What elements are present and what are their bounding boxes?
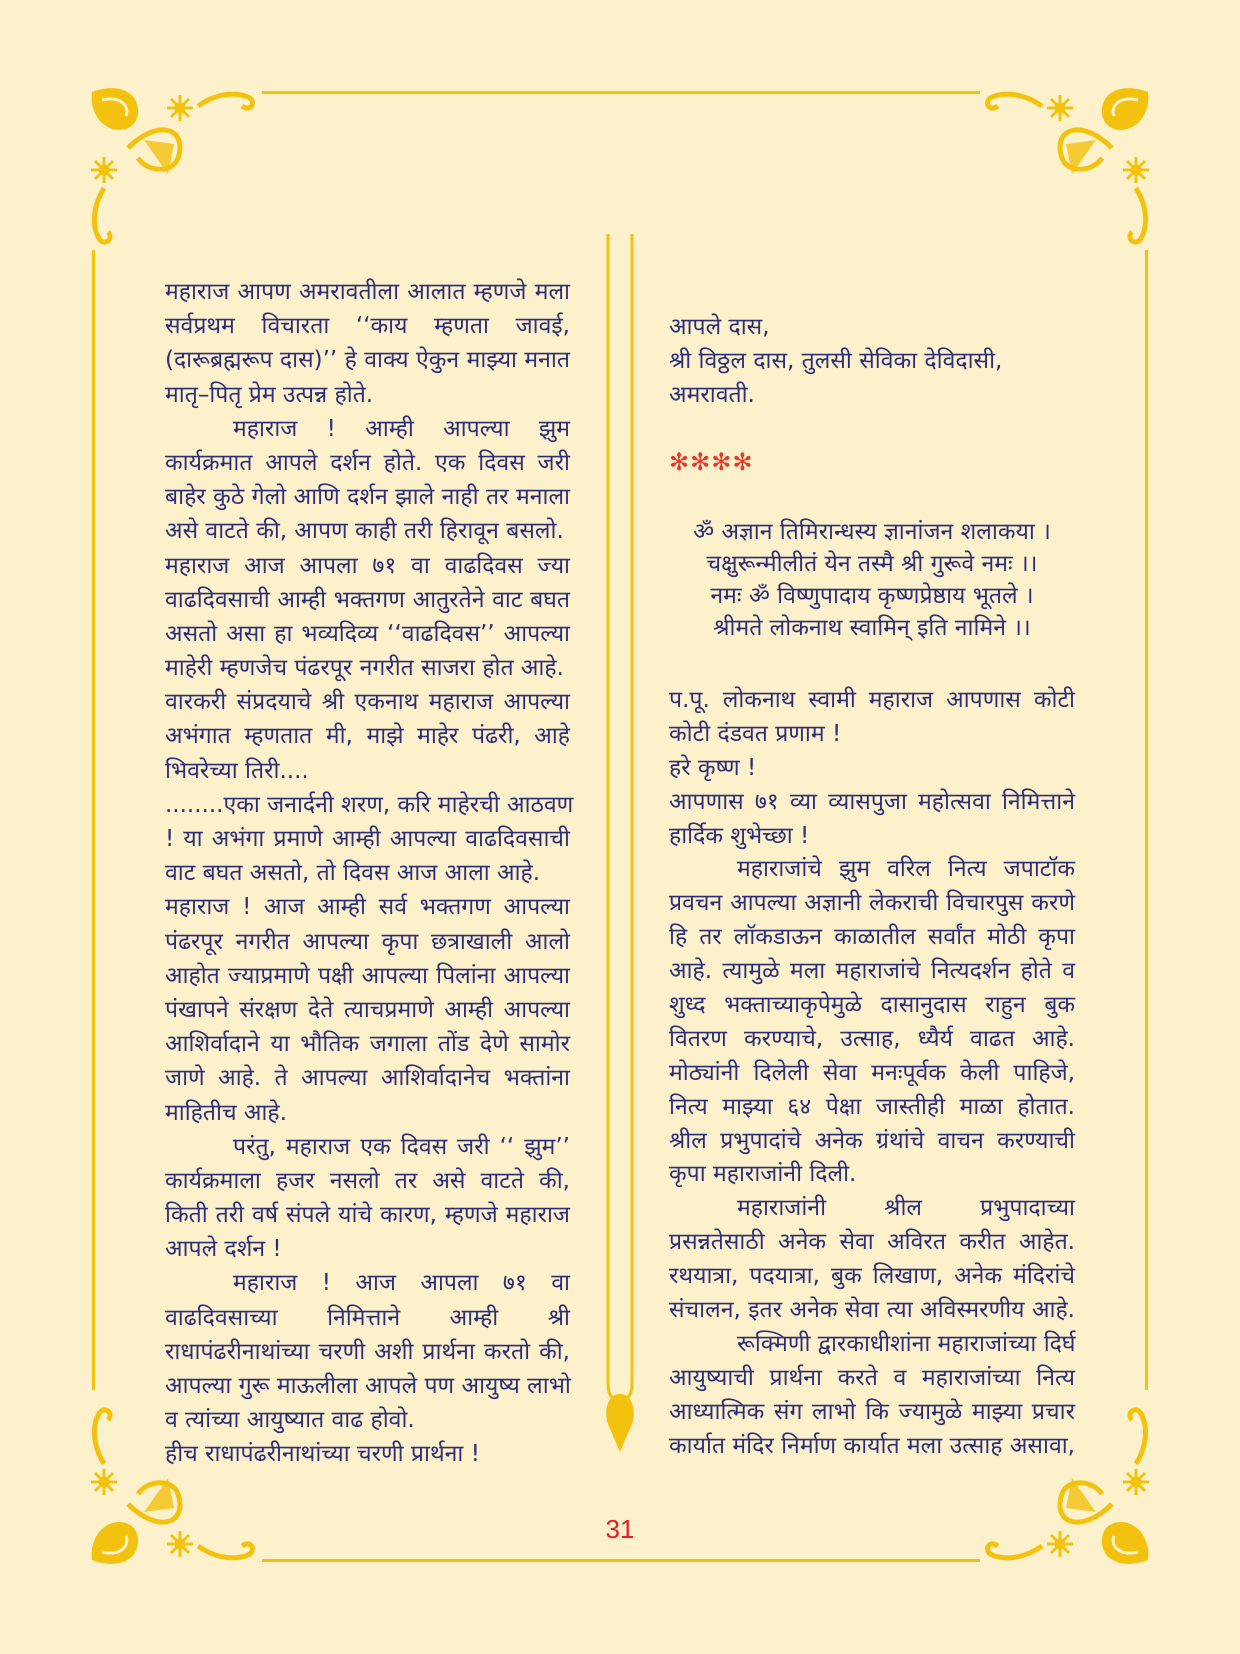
text-line: महाराज ! आज आपला ७१ वा bbox=[233, 1270, 570, 1297]
column-divider bbox=[600, 234, 640, 1454]
text-line: पंखापने संरक्षण देते त्याचप्रमाणे आम्ही आपल्या bbox=[165, 996, 570, 1023]
text-line: भिवरेच्या तिरी.... bbox=[165, 757, 309, 784]
text-line: मोठ्यांनी दिलेली सेवा मनःपूर्वक केली पाहिजे, bbox=[669, 1059, 1075, 1086]
text-line: आहोत ज्याप्रमाणे पक्षी आपल्या पिलांना आपल्या bbox=[165, 962, 570, 989]
text-line: आध्यात्मिक संग लाभो कि ज्यामुळे माझ्या प्रचार bbox=[669, 1398, 1075, 1425]
text-line: माहेरी म्हणजेच पंढरपूर नगरीत साजरा होत आहे. bbox=[165, 655, 564, 682]
left-column bbox=[165, 275, 574, 1472]
text-line: संचालन, इतर अनेक सेवा त्या अविस्मरणीय आहे. bbox=[669, 1297, 1075, 1324]
text-line: हीच राधापंढरीनाथांच्या चरणी प्रार्थना ! bbox=[165, 1441, 480, 1468]
text-line: ! या अभंगा प्रमाणे आम्ही आपल्या वाढदिवसाची bbox=[165, 826, 570, 852]
text-line: व त्यांच्या आयुष्यात वाढ होवो. bbox=[165, 1407, 415, 1434]
text-line: अमरावती. bbox=[669, 382, 755, 409]
text-line: महाराज ! आज आम्ही सर्व भक्तगण आपल्या bbox=[165, 894, 570, 921]
text-line: महाराज ! आम्ही आपल्या झुम bbox=[233, 415, 570, 442]
text-line: चक्षुरून्मीलीतं येन तस्मै श्री गुरूवे नमः ।। bbox=[706, 551, 1038, 577]
text-line: असे वाटते की, आपण काही तरी हिरावून बसलो. bbox=[165, 518, 564, 545]
text-line: श्री विठ्ठल दास, तुलसी सेविका देविदासी, bbox=[669, 348, 1003, 375]
text-line: वितरण करण्याचे, उत्साह, ध्यैर्य वाढत आहे. bbox=[669, 1025, 1075, 1052]
corner-ornament-top-left bbox=[78, 78, 258, 248]
separator-stars: ✻✻✻✻ bbox=[669, 448, 754, 476]
text-line: सर्वप्रथम विचारता ‘‘काय म्हणता जावई, bbox=[165, 313, 570, 340]
text-line: मातृ–पितृ प्रेम उत्पन्न होते. bbox=[165, 381, 374, 408]
text-line: वारकरी संप्रदयाचे श्री एकनाथ महाराज आपल्या bbox=[165, 689, 570, 716]
shloka-block bbox=[669, 515, 1075, 643]
border-bottom bbox=[262, 1559, 980, 1562]
text-line: बाहेर कुठे गेलो आणि दर्शन झाले नाही तर मनाला bbox=[165, 484, 570, 511]
text-line: श्रीमते लोकनाथ स्वामिन् इति नामिने ।। bbox=[713, 615, 1031, 641]
text-line: ॐ अज्ञान तिमिरान्धस्य ज्ञानांजन शलाकया । bbox=[693, 519, 1051, 545]
text-line: कार्यात मंदिर निर्माण कार्यात मला उत्साह असावा, bbox=[669, 1432, 1075, 1459]
text-line: कृपा महाराजांनी दिली. bbox=[669, 1161, 857, 1188]
text-line: महाराज आज आपला ७१ वा वाढदिवस ज्या bbox=[165, 552, 570, 579]
text-line: असतो असा हा भव्यदिव्य ‘‘वाढदिवस’’ आपल्या bbox=[165, 620, 570, 647]
text-line: अभंगात म्हणतात मी, माझे माहेर पंढरी, आहे bbox=[165, 723, 570, 750]
text-line: किती तरी वर्ष संपले यांचे कारण, म्हणजे महाराज bbox=[165, 1202, 570, 1229]
text-line: कोटी दंडवत प्रणाम ! bbox=[669, 720, 842, 747]
text-line: हार्दिक शुभेच्छा ! bbox=[669, 822, 810, 849]
text-line: वाट बघत असतो, तो दिवस आज आला आहे. bbox=[165, 860, 541, 887]
text-line: वाढदिवसाच्या निमित्ताने आम्ही श्री bbox=[165, 1304, 570, 1331]
text-line: महाराजांचे झुम वरिल नित्य जपाटॉक bbox=[737, 856, 1075, 883]
text-line: जाणे आहे. ते आपल्या आशिर्वादानेच भक्तांना bbox=[165, 1065, 570, 1092]
text-line: हरे कृष्ण ! bbox=[669, 754, 757, 781]
text-line: माहितीच आहे. bbox=[165, 1099, 287, 1126]
text-line: रूक्मिणी द्वारकाधीशांना महाराजांच्या दिर्घ bbox=[737, 1330, 1076, 1357]
text-line: कार्यक्रमाला हजर नसलो तर असे वाटते की, bbox=[165, 1167, 570, 1194]
text-line: राधापंढरीनाथांच्या चरणी अशी प्रार्थना करतो की, bbox=[165, 1338, 570, 1365]
text-line: प्रसन्नतेसाठी अनेक सेवा अविरत करीत आहेत. bbox=[669, 1229, 1075, 1256]
border-right bbox=[1145, 250, 1148, 1390]
text-line: प्रवचन आपल्या अज्ञानी लेकराची विचारपुस करणे bbox=[669, 890, 1075, 917]
text-line: नमः ॐ विष्णुपादाय कृष्णप्रेष्ठाय भूतले । bbox=[710, 583, 1034, 609]
text-line: आपल्या गुरू माऊलीला आपले पण आयुष्य लाभो bbox=[165, 1373, 571, 1399]
border-top bbox=[262, 91, 980, 94]
text-line: शुध्द भक्ताच्याकृपेमुळे दासानुदास राहुन बुक bbox=[669, 992, 1075, 1019]
text-line: हि तर लॉकडाऊन काळातील सर्वांत मोठी कृपा bbox=[669, 924, 1075, 951]
text-line: नित्य माझ्या ६४ पेक्षा जास्तीही माळा होतात. bbox=[669, 1093, 1075, 1120]
page-number: 31 bbox=[605, 1514, 635, 1544]
text-line: आपले दर्शन ! bbox=[165, 1236, 282, 1263]
signature-block bbox=[669, 310, 1075, 413]
corner-ornament-top-right bbox=[982, 78, 1162, 248]
text-line: आयुष्याची प्रार्थना करते व महाराजांच्या नित्य bbox=[669, 1364, 1075, 1391]
text-line: आपले दास, bbox=[669, 314, 770, 340]
text-line: कार्यक्रमात आपले दर्शन होते. एक दिवस जरी bbox=[165, 449, 570, 476]
text-line: महाराज आपण अमरावतीला आलात म्हणजे मला bbox=[165, 279, 570, 305]
right-column-body bbox=[669, 684, 1075, 1463]
border-left bbox=[92, 250, 95, 1390]
text-line: महाराजांनी श्रील प्रभुपादाच्या bbox=[737, 1195, 1075, 1222]
text-line: पंढरपूर नगरीत आपल्या कृपा छत्राखाली आलो bbox=[165, 928, 570, 955]
text-line: आशिर्वादाने या भौतिक जगाला तोंड देणे सामोर bbox=[165, 1031, 570, 1058]
text-line: (दारूब्रह्मरूप दास)’’ हे वाक्य ऐकुन माझ्या मनात bbox=[165, 347, 570, 374]
text-line: ........एका जनार्दनी शरण, करि माहेरची आठवण bbox=[165, 791, 574, 818]
text-line: वाढदिवसाची आम्ही भक्तगण आतुरतेने वाट बघत bbox=[165, 586, 570, 613]
text-line: आपणास ७१ व्या व्यासपुजा महोत्सवा निमित्ताने bbox=[669, 788, 1075, 815]
text-line: परंतु, महाराज एक दिवस जरी ‘‘ झुम’’ bbox=[233, 1133, 570, 1160]
text-line: श्रील प्रभुपादांचे अनेक ग्रंथांचे वाचन करण्याची bbox=[669, 1127, 1075, 1154]
text-line: रथयात्रा, पदयात्रा, बुक लिखाण, अनेक मंदिरांचे bbox=[669, 1263, 1075, 1290]
text-line: प.पू. लोकनाथ स्वामी महाराज आपणास कोटी bbox=[669, 687, 1075, 713]
text-line: आहे. त्यामुळे मला महाराजांचे नित्यदर्शन होते व bbox=[669, 958, 1075, 985]
